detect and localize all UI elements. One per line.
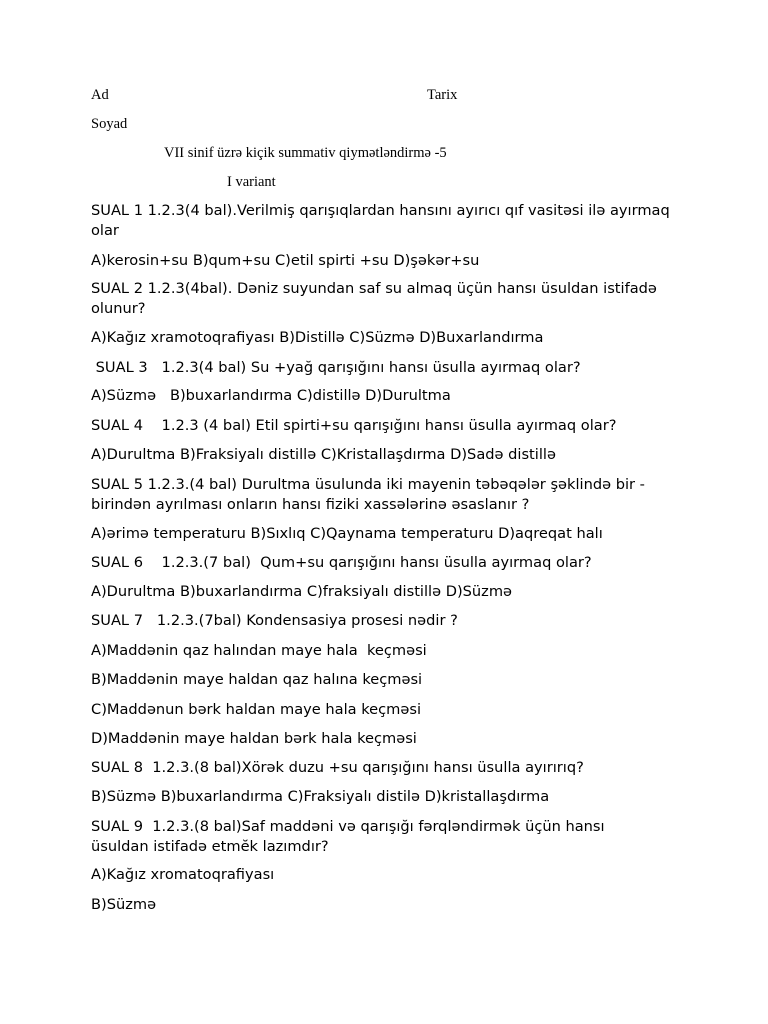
question-6: SUAL 6 1.2.3.(7 bal) Qum+su qarışığını hansı üsulla ayırmaq olar? <box>91 554 592 571</box>
name-label: Ad <box>91 87 109 103</box>
surname-label: Soyad <box>91 116 128 132</box>
variant-label: I variant <box>227 174 276 190</box>
answers-6: A)Durultma B)buxarlandırma C)fraksiyalı distillə D)Süzmə <box>91 583 513 600</box>
question-8: SUAL 8 1.2.3.(8 bal)Xörək duzu +su qarışığını hansı üsulla ayırırıq? <box>91 759 584 776</box>
answer-9a: A)Kağız xromatoqrafiyası <box>91 866 275 883</box>
question-2: SUAL 2 1.2.3(4bal). Dəniz suyundan saf su almaq üçün hansı üsuldan istifadə olunur? <box>91 280 657 317</box>
answers-2: A)Kağız xramotoqrafiyası B)Distillə C)Süzmə D)Buxarlandırma <box>91 329 544 346</box>
document-title: VII sinif üzrə kiçik summativ qiymətləndirmə -5 <box>164 145 447 161</box>
answers-3: A)Süzmə B)buxarlandırma C)distillə D)Durultma <box>91 387 451 404</box>
answers-5: A)ərimə temperaturu B)Sıxlıq C)Qaynama temperaturu D)aqreqat halı <box>91 525 603 542</box>
answers-1: A)kerosin+su B)qum+su C)etil spirti +su D)şəkər+su <box>91 252 480 269</box>
question-7: SUAL 7 1.2.3.(7bal) Kondensasiya prosesi nədir ? <box>91 612 458 629</box>
question-3: SUAL 3 1.2.3(4 bal) Su +yağ qarışığını hansı üsulla ayırmaq olar? <box>91 359 581 376</box>
answers-4: A)Durultma B)Fraksiyalı distillə C)Kristallaşdırma D)Sadə distillə <box>91 446 556 463</box>
answer-7b: B)Maddənin maye haldan qaz halına keçməsi <box>91 671 423 688</box>
answer-7d: D)Maddənin maye haldan bərk hala keçməsi <box>91 730 417 747</box>
question-1: SUAL 1 1.2.3(4 bal).Verilmiş qarışıqlardan hansını ayırıcı qıf vasitəsi ilə ayırmaq olar <box>91 202 670 239</box>
question-4: SUAL 4 1.2.3 (4 bal) Etil spirti+su qarışığını hansı üsulla ayırmaq olar? <box>91 417 617 434</box>
answers-8: B)Süzmə B)buxarlandırma C)Fraksiyalı distilə D)kristallaşdırma <box>91 788 550 805</box>
date-label: Tarix <box>427 87 458 103</box>
question-9: SUAL 9 1.2.3.(8 bal)Saf maddəni və qarışığı fərqləndirmək üçün hansı üsuldan istifadə etmĕk lazımdır? <box>91 818 610 855</box>
answer-7a: A)Maddənin qaz halından maye hala keçməsi <box>91 642 427 659</box>
answer-7c: C)Maddənun bərk haldan maye hala keçməsi <box>91 701 422 718</box>
answer-9b: B)Süzmə <box>91 896 157 913</box>
question-5: SUAL 5 1.2.3.(4 bal) Durultma üsulunda iki mayenin təbəqələr şəklində bir -birindən ayrılması onların hansı fiziki xassələrinə əsaslanır ? <box>91 476 645 513</box>
